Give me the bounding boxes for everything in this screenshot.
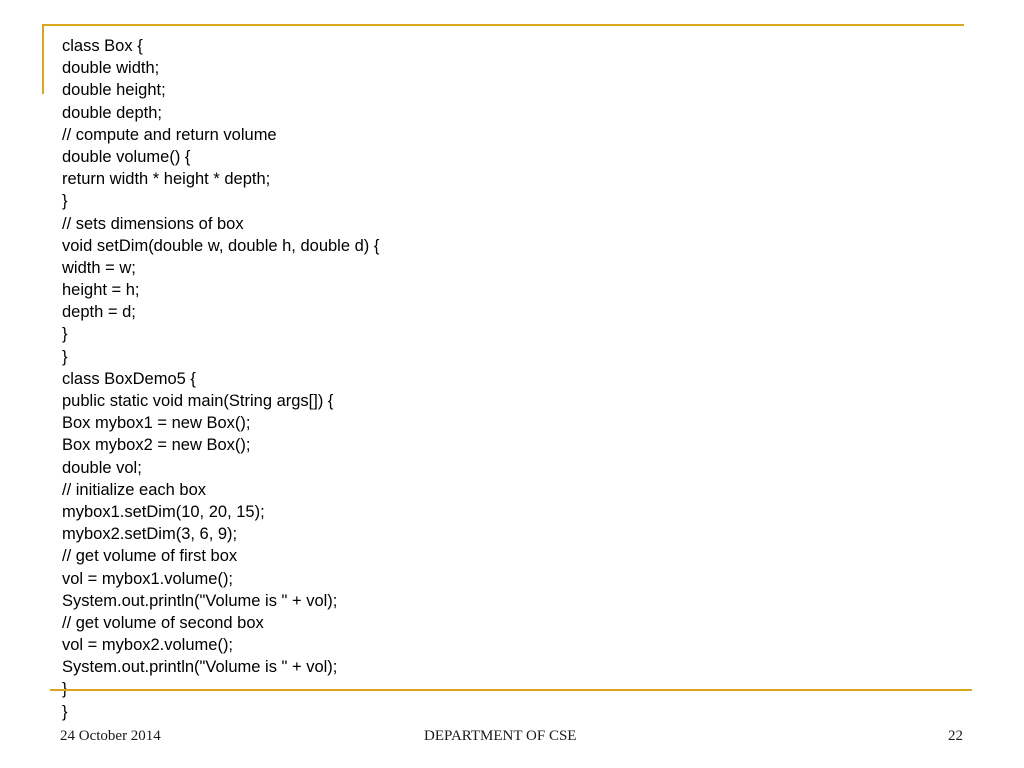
code-line: } bbox=[62, 192, 68, 211]
code-line: vol = mybox1.volume(); bbox=[62, 569, 234, 588]
code-line: Box mybox1 = new Box(); bbox=[62, 414, 251, 433]
code-line: public static void main(String args[]) { bbox=[62, 392, 334, 410]
code-line: } bbox=[62, 347, 68, 366]
code-line: System.out.println("Volume is " + vol); bbox=[62, 658, 338, 677]
code-line: // compute and return volume bbox=[62, 125, 277, 144]
footer-department: DEPARTMENT OF CSE bbox=[424, 728, 577, 744]
code-line: return width * height * depth; bbox=[62, 170, 271, 189]
code-line: class BoxDemo5 { bbox=[62, 369, 196, 388]
code-line: double depth; bbox=[62, 103, 163, 122]
code-line: height = h; bbox=[62, 281, 140, 300]
code-line: mybox1.setDim(10, 20, 15); bbox=[62, 502, 265, 521]
code-line: // initialize each box bbox=[62, 480, 206, 499]
code-line: vol = mybox2.volume(); bbox=[62, 636, 234, 655]
code-listing bbox=[62, 35, 942, 723]
code-line: Box mybox2 = new Box(); bbox=[62, 436, 251, 455]
code-line: double height; bbox=[62, 81, 166, 100]
code-line: } bbox=[62, 325, 68, 344]
code-line: width = w; bbox=[62, 258, 136, 277]
top-accent-line bbox=[42, 24, 964, 26]
footer-page-number: 22 bbox=[948, 728, 963, 744]
code-line: double vol; bbox=[62, 458, 142, 477]
code-line: depth = d; bbox=[62, 303, 136, 322]
code-line: double volume() { bbox=[62, 147, 191, 166]
code-line: mybox2.setDim(3, 6, 9); bbox=[62, 525, 238, 544]
left-accent-line bbox=[42, 24, 44, 94]
code-line: void setDim(double w, double h, double d) { bbox=[62, 236, 380, 255]
code-line: class Box { bbox=[62, 37, 143, 55]
code-line: System.out.println("Volume is " + vol); bbox=[62, 591, 338, 610]
code-line: // sets dimensions of box bbox=[62, 214, 244, 233]
bottom-accent-line bbox=[50, 689, 972, 691]
code-line: } bbox=[62, 702, 68, 721]
code-line: // get volume of first box bbox=[62, 547, 238, 566]
code-line: // get volume of second box bbox=[62, 613, 264, 632]
code-line: double width; bbox=[62, 59, 160, 78]
footer-date: 24 October 2014 bbox=[60, 728, 161, 744]
